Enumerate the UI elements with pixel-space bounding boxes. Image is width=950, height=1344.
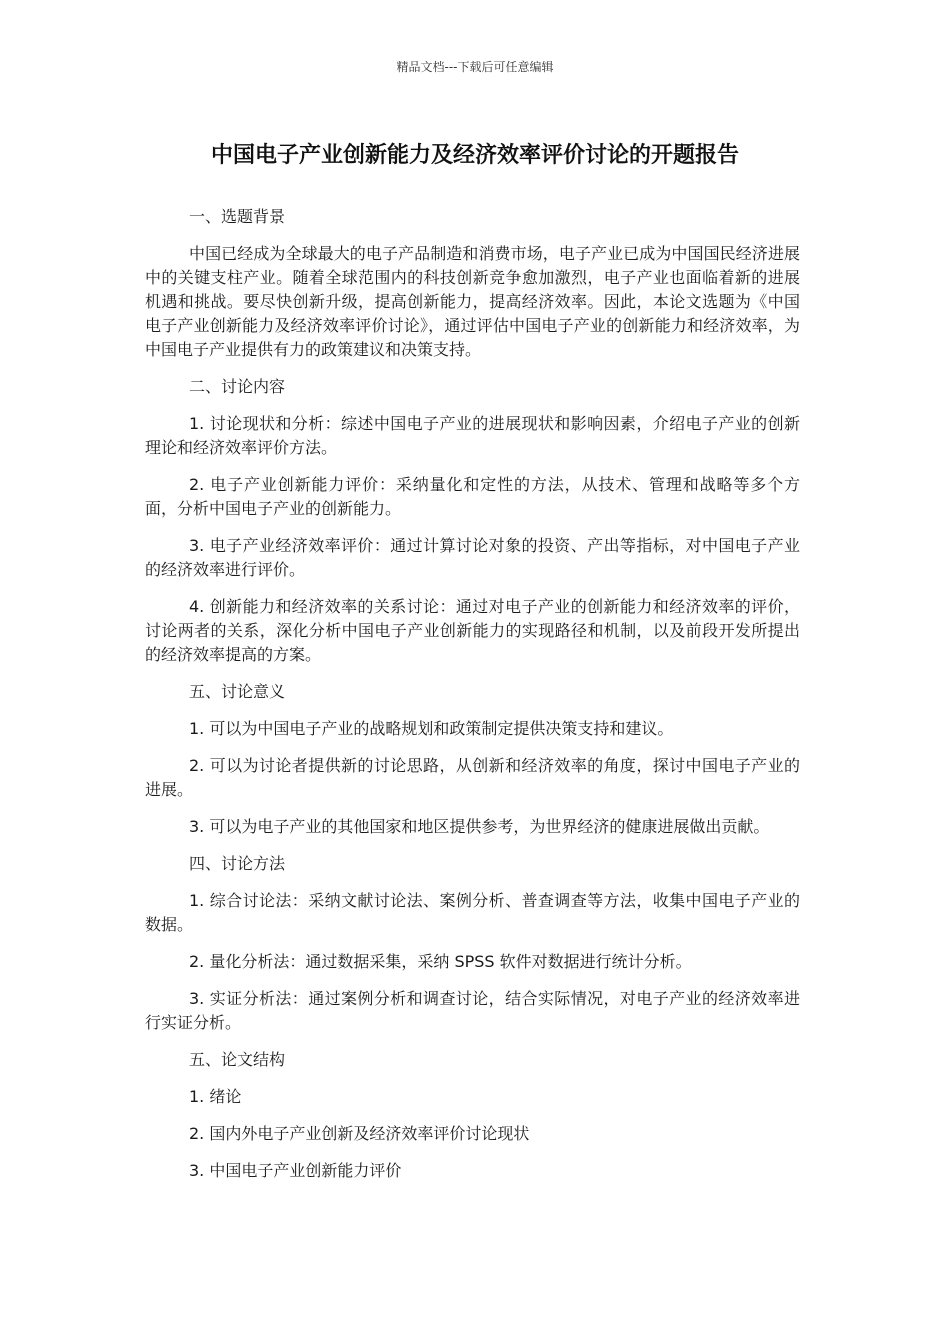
section-heading-significance: 五、讨论意义 xyxy=(189,682,286,701)
document-title: 中国电子产业创新能力及经济效率评价讨论的开题报告 xyxy=(210,143,739,168)
structure-item-2: 2. 国内外电子产业创新及经济效率评价讨论现状 xyxy=(189,1124,530,1143)
content-item-1: 1. 讨论现状和分析：综述中国电子产业的进展现状和影响因素，介绍电子产业的创新理论和经济效率评价方法。 xyxy=(145,414,800,457)
method-item-3: 3. 实证分析法：通过案例分析和调查讨论，结合实际情况，对电子产业的经济效率进行实证分析。 xyxy=(145,989,800,1032)
header-note: 精品文档---下载后可任意编辑 xyxy=(396,60,554,74)
section-heading-structure: 五、论文结构 xyxy=(189,1050,286,1069)
significance-item-3: 3. 可以为电子产业的其他国家和地区提供参考，为世界经济的健康进展做出贡献。 xyxy=(189,817,770,836)
content-item-3: 3. 电子产业经济效率评价：通过计算讨论对象的投资、产出等指标，对中国电子产业的经济效率进行评价。 xyxy=(145,536,800,579)
method-item-2: 2. 量化分析法：通过数据采集，采纳 SPSS 软件对数据进行统计分析。 xyxy=(189,952,692,971)
section-heading-content: 二、讨论内容 xyxy=(189,377,286,396)
section-heading-methods: 四、讨论方法 xyxy=(189,854,286,873)
method-item-1: 1. 综合讨论法：采纳文献讨论法、案例分析、普查调查等方法，收集中国电子产业的数据。 xyxy=(145,891,800,934)
content-item-4: 4. 创新能力和经济效率的关系讨论：通过对电子产业的创新能力和经济效率的评价，讨论两者的关系，深化分析中国电子产业创新能力的实现路径和机制，以及前段开发所提出的经济效率提高的方案。 xyxy=(145,597,800,664)
content-item-2: 2. 电子产业创新能力评价：采纳量化和定性的方法，从技术、管理和战略等多个方面，分析中国电子产业的创新能力。 xyxy=(145,475,800,518)
document-body xyxy=(145,205,800,1196)
structure-item-3: 3. 中国电子产业创新能力评价 xyxy=(189,1161,402,1180)
section-heading-background: 一、选题背景 xyxy=(189,207,286,226)
significance-item-1: 1. 可以为中国电子产业的战略规划和政策制定提供决策支持和建议。 xyxy=(189,719,674,738)
paragraph-background: 中国已经成为全球最大的电子产品制造和消费市场，电子产业已成为中国国民经济进展中的关键支柱产业。随着全球范围内的科技创新竞争愈加激烈，电子产业也面临着新的进展机遇和挑战。要尽快创新升级，提高创新能力，提高经济效率。因此，本论文选题为《中国电子产业创新能力及经济效率评价讨论》，通过评估中国电子产业的创新能力和经济效率，为中国电子产业提供有力的政策建议和决策支持。 xyxy=(145,244,800,359)
structure-item-1: 1. 绪论 xyxy=(189,1087,242,1106)
significance-item-2: 2. 可以为讨论者提供新的讨论思路，从创新和经济效率的角度，探讨中国电子产业的进展。 xyxy=(145,756,800,799)
